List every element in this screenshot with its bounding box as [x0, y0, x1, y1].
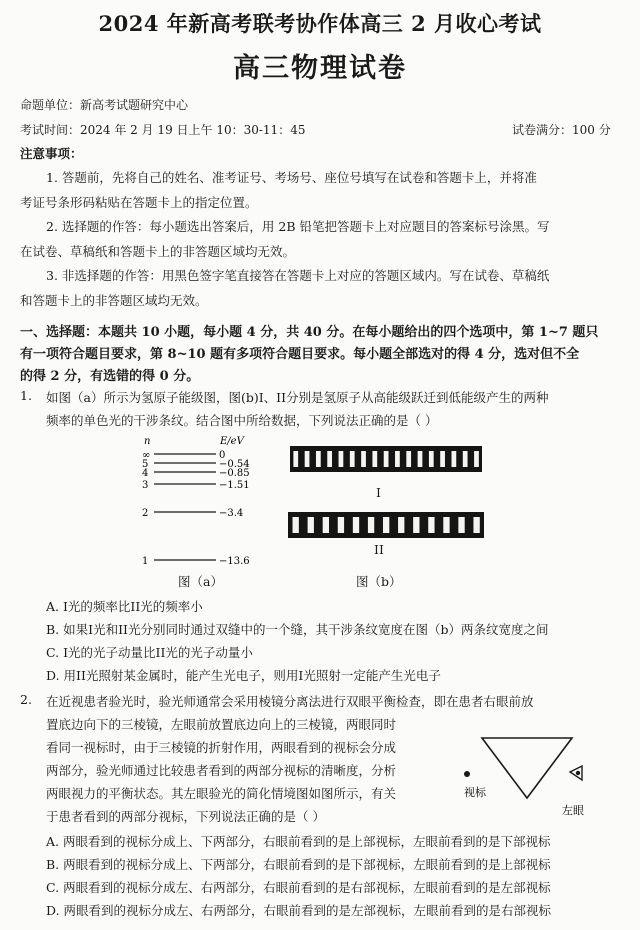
fringe-II-bright-fringe	[368, 517, 374, 533]
fringe-I-bright-fringe	[384, 451, 389, 467]
level-energy-label: −0.85	[219, 468, 250, 479]
level-energy-label: −0.54	[219, 459, 250, 470]
energy-level-diagram	[120, 432, 270, 592]
section-1-line-2: 有一项符合题目要求，第 8~10 题有多项符合题目要求。每小题全部选对的得 4 分，选对但不全	[20, 347, 580, 362]
fringe-II-bright-fringe	[398, 517, 404, 533]
fringe-II-bright-fringe	[428, 517, 434, 533]
level-n-label: 5	[142, 459, 149, 470]
fringe-II-bright-fringe	[338, 517, 344, 533]
fringe-I-bright-fringe	[474, 451, 479, 467]
fringe-II-bright-fringe	[458, 517, 464, 533]
q1-number: 1.	[20, 388, 32, 403]
q1-option-c: C. I光的光子动量比II光的光子动量小	[46, 645, 253, 660]
fringe-I-bright-fringe	[406, 451, 411, 467]
fringe-I-bright-fringe	[463, 451, 468, 467]
full-score: 试卷满分：100 分	[512, 123, 611, 137]
notes-heading: 注意事项：	[20, 146, 83, 161]
level-energy-label: −3.4	[219, 508, 244, 519]
fringe-II-bright-fringe	[293, 517, 299, 533]
fringe-II-bright-fringe	[443, 517, 449, 533]
exam-time: 考试时间：2024 年 2 月 19 日上午 10：30-11：45	[20, 123, 306, 137]
note-1-line-1: 1. 答题前，先将自己的姓名、准考证号、考场号、座位号填写在试卷和答题卡上，并将准	[46, 170, 537, 185]
fringe-I-bright-fringe	[440, 451, 445, 467]
note-3-line-2: 和答题卡上的非答题区域均无效。	[20, 293, 208, 308]
eye-icon	[570, 766, 582, 780]
n-axis-label: n	[144, 436, 151, 447]
fringe-pattern-II	[288, 512, 484, 538]
fringe-I-bright-fringe	[339, 451, 344, 467]
prism-triangle	[482, 738, 572, 798]
q2-line-5: 两眼视力的平衡状态。其左眼验光的简化情境图如图所示，有关	[46, 786, 397, 801]
fringe-I-bright-fringe	[327, 451, 332, 467]
level-n-label: 1	[142, 556, 149, 567]
q2-option-d: D. 两眼看到的视标分成左、右两部分，右眼前看到的是左部视标，左眼前看到的是右部视标	[46, 903, 552, 918]
q2-line-6: 于患者看到的两部分视标，下列说法正确的是（ ）	[46, 809, 325, 824]
fringe-I-bright-fringe	[395, 451, 400, 467]
level-n-label: 3	[142, 480, 149, 491]
q2-number: 2.	[20, 692, 32, 707]
fringe-I-bright-fringe	[350, 451, 355, 467]
figure-b-caption: 图（b）	[356, 574, 402, 589]
issuing-unit: 命题单位：新高考试题研究中心	[20, 98, 189, 112]
fringe-label-II: II	[374, 542, 384, 557]
q1-option-a: A. I光的频率比II光的频率小	[46, 599, 203, 614]
fringe-II-bright-fringe	[473, 517, 479, 533]
fringe-I-bright-fringe	[305, 451, 310, 467]
level-n-label: 4	[142, 468, 149, 479]
fringe-II-bright-fringe	[353, 517, 359, 533]
paper-subtitle: 高三物理试卷	[233, 53, 407, 84]
q2-option-b: B. 两眼看到的视标分成上、下两部分，右眼前看到的是下部视标，左眼前看到的是上部视标	[46, 857, 551, 872]
prism-figure	[458, 728, 598, 824]
q2-line-4: 两部分，验光师通过比较患者看到的两部分视标的清晰度，分析	[46, 763, 397, 778]
q2-option-a: A. 两眼看到的视标分成上、下两部分，右眼前看到的是上部视标，左眼前看到的是下部视标	[46, 834, 551, 849]
q1-stem-line-1: 如图（a）所示为氢原子能级图，图(b)I、II分别是氢原子从高能级跃迁到低能级产生的两种	[46, 390, 549, 405]
level-n-label: 2	[142, 508, 149, 519]
energy-axis-label: E/eV	[220, 436, 244, 447]
note-1-line-2: 考证号条形码粘贴在答题卡上的指定位置。	[20, 195, 258, 210]
note-2-line-1: 2. 选择题的作答：每小题选出答案后，用 2B 铅笔把答题卡上对应题目的答案标号涂黑。写	[46, 219, 550, 234]
q2-line-3: 看同一视标时，由于三棱镜的折射作用，两眼看到的视标会分成	[46, 740, 397, 755]
note-2-line-2: 在试卷、草稿纸和答题卡上的非答题区域均无效。	[20, 244, 296, 259]
q2-option-c: C. 两眼看到的视标分成左、右两部分，右眼前看到的是右部视标，左眼前看到的是左部视标	[46, 880, 551, 895]
fringe-I-bright-fringe	[452, 451, 457, 467]
fringe-II-bright-fringe	[413, 517, 419, 533]
fringe-I-bright-fringe	[316, 451, 321, 467]
fringe-I-bright-fringe	[372, 451, 377, 467]
q2-line-1: 在近视患者验光时，验光师通常会采用棱镜分离法进行双眼平衡检查，即在患者右眼前放	[46, 694, 534, 709]
target-dot	[464, 771, 470, 777]
section-1-line-1: 一、选择题：本题共 10 小题，每小题 4 分，共 40 分。在每小题给出的四个选项中，第 1~7 题只	[20, 325, 599, 340]
fringe-pattern-I	[290, 446, 482, 472]
fringe-II-bright-fringe	[323, 517, 329, 533]
energy-levels	[142, 450, 250, 567]
q1-stem-line-2: 频率的单色光的干涉条纹。结合图中所给数据，下列说法正确的是（ ）	[46, 413, 438, 428]
fringe-I-bright-fringe	[361, 451, 366, 467]
level-energy-label: 0	[219, 450, 226, 461]
fringe-II-bright-fringe	[308, 517, 314, 533]
note-3-line-1: 3. 非选择题的作答：用黑色签字笔直接答在答题卡上对应的答题区域内。写在试卷、草稿纸	[46, 268, 550, 283]
exam-title: 2024 年新高考联考协作体高三 2 月收心考试	[98, 11, 542, 36]
section-1-line-3: 的得 2 分，有选错的得 0 分。	[20, 369, 200, 384]
level-energy-label: −13.6	[219, 556, 250, 567]
fringe-I-bright-fringe	[418, 451, 423, 467]
figure-a-caption: 图（a）	[178, 574, 223, 589]
eye-label: 左眼	[562, 804, 584, 817]
fringe-II-bright-fringe	[383, 517, 389, 533]
level-energy-label: −1.51	[219, 480, 250, 491]
q1-option-b: B. 如果I光和II光分别同时通过双缝中的一个缝，其干涉条纹宽度在图（b）两条纹宽度之间	[46, 622, 549, 637]
q1-option-d: D. 用II光照射某金属时，能产生光电子，则用I光照射一定能产生光电子	[46, 668, 441, 683]
q2-line-2: 置底边向下的三棱镜，左眼前放置底边向上的三棱镜，两眼同时	[46, 717, 397, 732]
fringe-I-bright-fringe	[293, 451, 298, 467]
target-label: 视标	[464, 786, 486, 799]
fringe-label-I: I	[376, 485, 381, 500]
level-n-label: ∞	[142, 450, 151, 461]
fringe-I-bright-fringe	[429, 451, 434, 467]
